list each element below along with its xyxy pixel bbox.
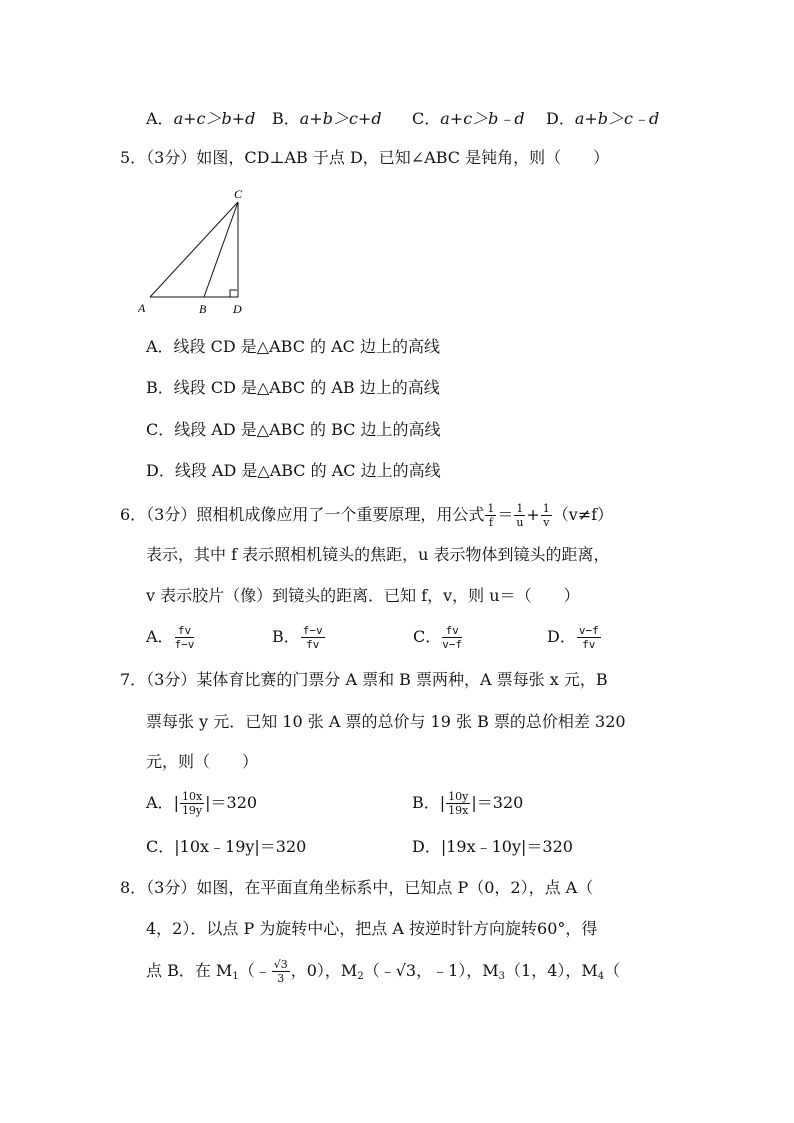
q5-option-d: D．线段 AD 是△ABC 的 AC 边上的高线 <box>146 461 441 480</box>
q4-option-b: B．a+b＞c+d <box>272 109 382 128</box>
q8-line1: 8．（3分）如图，在平面直角坐标系中，已知点 P（0，2），点 A（ <box>120 878 594 897</box>
q6-options <box>146 620 599 654</box>
formula-1-over-v: $\frac{1}{v}$ <box>542 502 550 529</box>
q8-line2: 4，2）．以点 P 为旋转中心，把点 A 按逆时针方向旋转60°，得 <box>146 919 598 938</box>
q5-option-c: C．线段 AD 是△ABC 的 BC 边上的高线 <box>146 420 441 439</box>
q7-option-a: A．| $\frac{10x}{19y}$ |＝320 <box>146 790 258 817</box>
q6-option-c: C． $\frac{fv}{v-f}$ <box>413 624 463 651</box>
q6-option-d: D． $\frac{v-f}{fv}$ <box>547 624 599 651</box>
q6-option-a: A． $\frac{fv}{f-v}$ <box>146 624 195 651</box>
q7-line1: 7．（3分）某体育比赛的门票分 A 票和 B 票两种，A 票每张 x 元，B <box>120 670 608 689</box>
formula-1-over-f: $\frac{1}{f}$ <box>487 502 495 529</box>
vertex-label-c: C <box>234 187 243 201</box>
q7-option-b: B．| $\frac{10y}{19x}$ |＝320 <box>412 790 524 817</box>
q8-line3: 点 B．在 $M_1(﹣$ $\frac{√3}{3}$ ，0），$M_2(﹣√3$，﹣1），$M_3(1$，4），$M_4$（ <box>146 958 621 985</box>
q6-option-b: B． $\frac{f-v}{fv}$ <box>272 624 323 651</box>
q6-stem: 6．（3分）照相机成像应用了一个重要原理，用公式 $\frac{1}{f}$ ＝ $\frac{1}{u}$ + $\frac{1}{v}$ （v≠f） <box>120 502 614 529</box>
q6-line3: v 表示胶片（像）到镜头的距离．已知 f，v，则 u＝（ ） <box>146 586 580 605</box>
q7-line2: 票每张 y 元．已知 10 张 A 票的总价与 19 张 B 票的总价相差 320 <box>146 712 626 731</box>
vertex-label-a: A <box>138 301 146 315</box>
vertex-label-b: B <box>199 302 207 316</box>
q5-option-a: A．线段 CD 是△ABC 的 AC 边上的高线 <box>146 337 441 356</box>
q7-line3: 元，则（ ） <box>146 752 259 771</box>
q5-stem: 5．（3分）如图，CD⊥AB 于点 D，已知∠ABC 是钝角，则（ ） <box>120 148 610 167</box>
formula-1-over-u: $\frac{1}{u}$ <box>516 502 524 529</box>
vertex-label-d: D <box>233 302 242 316</box>
q4-option-c: C．a+c＞b﹣d <box>412 109 525 128</box>
q6-line2: 表示，其中 f 表示照相机镜头的焦距，u 表示物体到镜头的距离， <box>146 545 610 564</box>
q4-option-a: A．a+c＞b+d <box>146 109 256 128</box>
q7-option-c: C．|10x﹣19y|＝320 <box>146 837 307 856</box>
q4-options <box>146 108 660 130</box>
q4-option-d: D．a+b＞c﹣d <box>546 109 660 128</box>
q5-figure <box>138 186 258 316</box>
q7-option-d: D．|19x﹣10y|＝320 <box>412 837 573 856</box>
q5-option-b: B．线段 CD 是△ABC 的 AB 边上的高线 <box>146 378 440 397</box>
